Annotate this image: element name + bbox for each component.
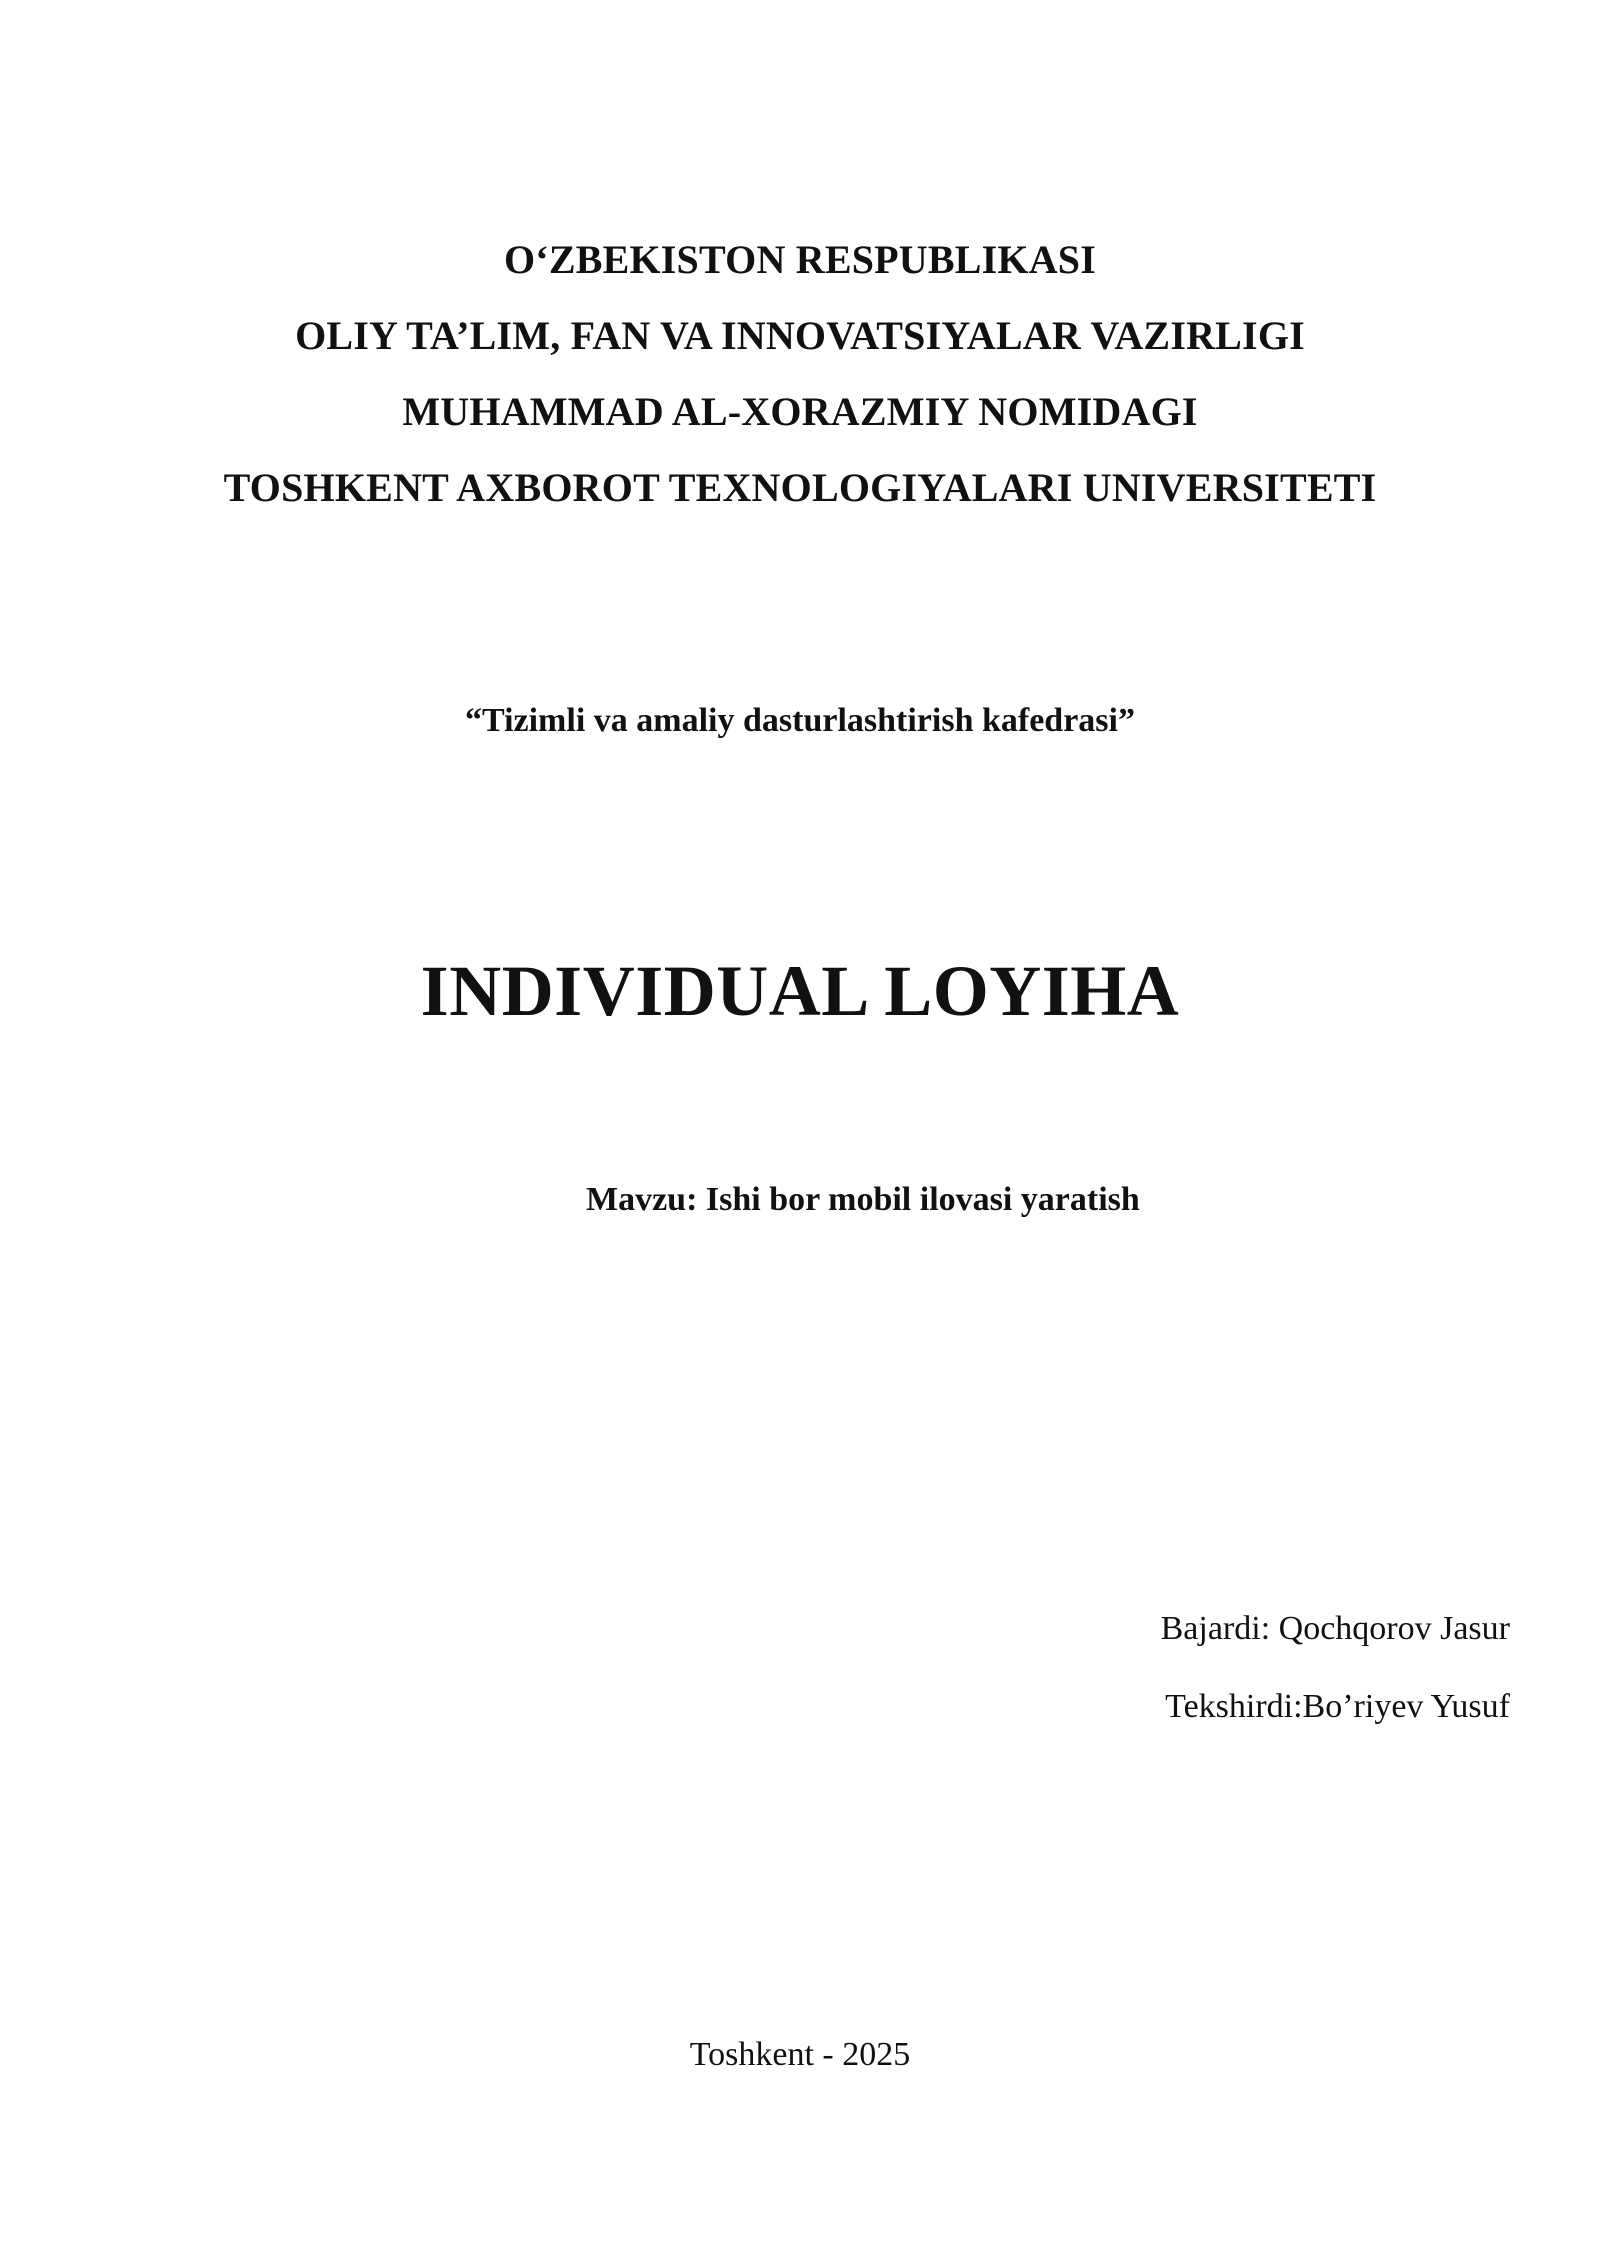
header-line-university: TOSHKENT AXBOROT TEXNOLOGIYALARI UNIVERSITETI bbox=[223, 465, 1377, 510]
institution-header bbox=[0, 222, 1600, 526]
project-subject: Mavzu: Ishi bor mobil ilovasi yaratish bbox=[586, 1181, 1140, 1218]
performed-by: Bajardi: Qochqorov Jasur bbox=[1160, 1610, 1510, 1647]
department-name: “Tizimli va amaliy dasturlashtirish kafedrasi” bbox=[465, 702, 1135, 739]
document-title: INDIVIDUAL LOYIHA bbox=[420, 951, 1180, 1031]
header-line-named-after: MUHAMMAD AL-XORAZMIY NOMIDAGI bbox=[402, 389, 1198, 434]
header-line-ministry: OLIY TA’LIM, FAN VA INNOVATSIYALAR VAZIRLIGI bbox=[295, 313, 1305, 358]
city-year: Toshkent - 2025 bbox=[689, 2036, 911, 2073]
header-line-country: O‘ZBEKISTON RESPUBLIKASI bbox=[503, 237, 1097, 282]
checked-by: Tekshirdi:Bo’riyev Yusuf bbox=[1165, 1688, 1510, 1725]
signature-block bbox=[1161, 1590, 1510, 1746]
